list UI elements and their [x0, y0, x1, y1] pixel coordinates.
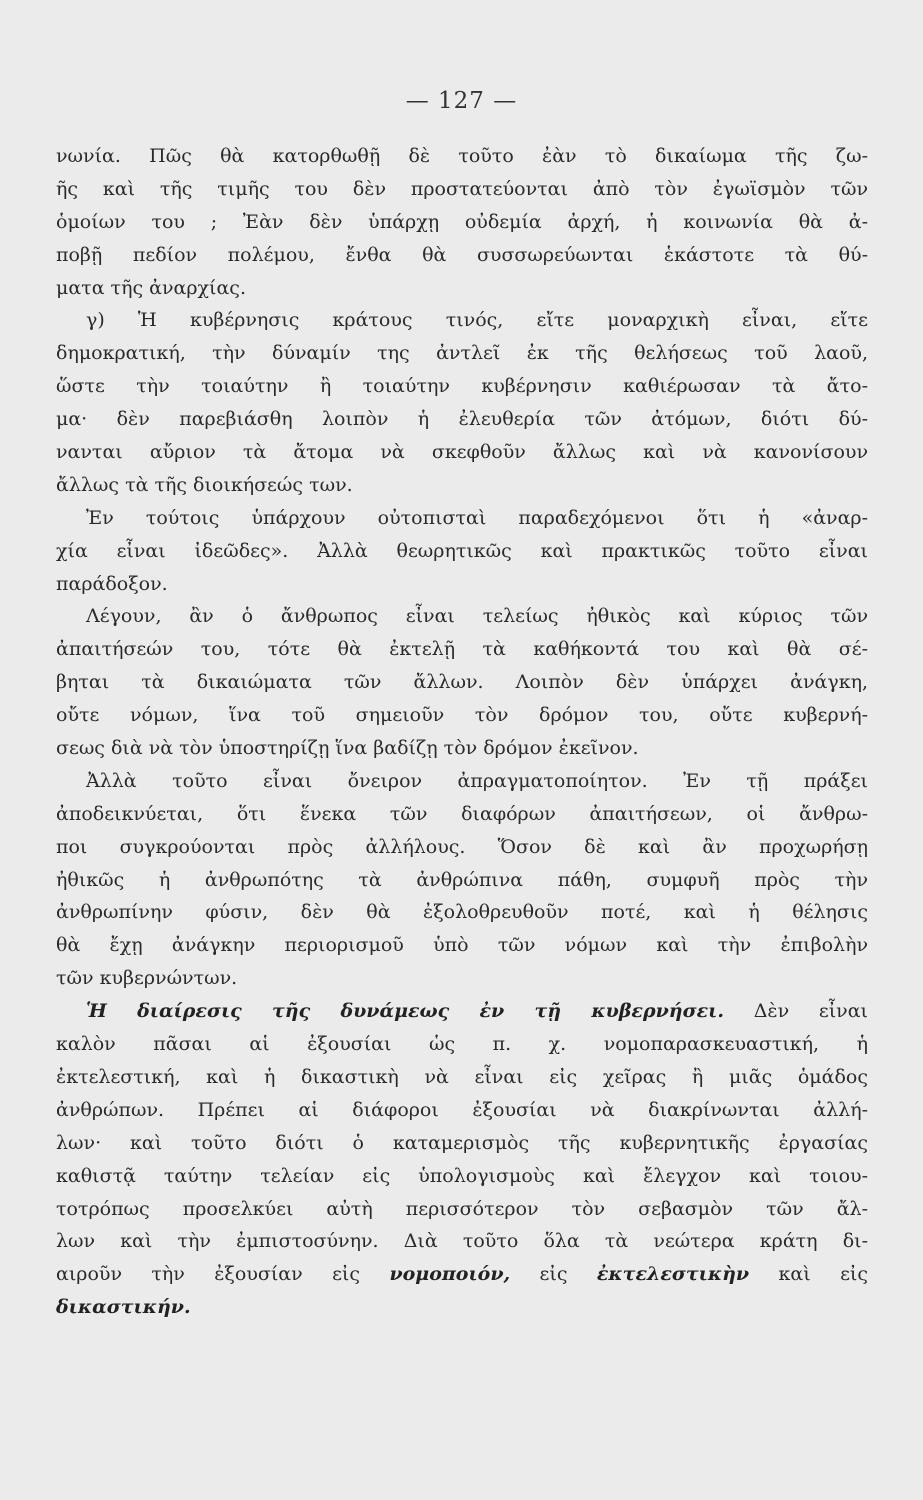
text-line: ἠθικῶς ἡ ἀνθρωπότης τὰ ἀνθρώπινα πάθη, συμφυῆ πρὸς τὴν: [56, 868, 868, 891]
text-line: [56, 1291, 868, 1324]
text-line: ποβῇ πεδίον πολέμου, ἔνθα θὰ συσσωρεύωνται ἑκάστοτε τὰ θύ-: [56, 243, 868, 266]
text-run: αιροῦν τὴν ἐξουσίαν εἰς: [56, 1263, 390, 1286]
text-line: βηται τὰ δικαιώματα τῶν ἄλλων. Λοιπὸν δὲν ὑπάρχει ἀνάγκη,: [56, 671, 868, 694]
text-line: λων καὶ τὴν ἐμπιστοσύνην. Διὰ τοῦτο ὅλα τὰ νεώτερα κράτη δι-: [56, 1230, 868, 1253]
text-line: ἀνθρωπίνην φύσιν, δὲν θὰ ἐξολοθρευθοῦν ποτέ, καὶ ἡ θέλησις: [56, 901, 868, 924]
section-heading: Ἡ διαίρεσις τῆς δυνάμεως ἐν τῇ κυβερνήσει.: [86, 1000, 724, 1023]
text-line: τοτρόπως προσελκύει αὐτὴ περισσότερον τὸν σεβασμὸν τῶν ἄλ-: [56, 1197, 868, 1220]
text-line: ἀνθρώπων. Πρέπει αἱ διάφοροι ἐξουσίαι νὰ διακρίνωνται ἀλλή-: [56, 1098, 868, 1121]
text-line: παράδοξον.: [56, 572, 168, 595]
body-text: [56, 140, 868, 1324]
emphasis-term: νομοποιόν,: [389, 1263, 511, 1286]
text-line: καθιστᾷ ταύτην τελείαν εἰς ὑπολογισμοὺς καὶ ἔλεγχον καὶ τοιου-: [56, 1164, 868, 1187]
text-run: εἰς: [510, 1263, 597, 1286]
text-line: γ) Ἡ κυβέρνησις κράτους τινός, εἴτε μοναρχικὴ εἶναι, εἴτε: [86, 309, 868, 332]
text-line: Ἀλλὰ τοῦτο εἶναι ὄνειρον ἀπραγματοποίητον. Ἐν τῇ πράξει: [86, 769, 868, 792]
text-line: ῆς καὶ τῆς τιμῆς του δὲν προστατεύονται ἀπὸ τὸν ἐγωϊσμὸν τῶν: [56, 177, 868, 200]
text-line: ἀποδεικνύεται, ὅτι ἕνεκα τῶν διαφόρων ἀπαιτήσεων, οἱ ἄνθρω-: [56, 802, 868, 825]
text-run: Δὲν εἶναι: [723, 1000, 868, 1023]
text-line-mixed: [56, 1258, 868, 1291]
text-line: λων· καὶ τοῦτο διότι ὁ καταμερισμὸς τῆς κυβερνητικῆς ἐργασίας: [56, 1131, 868, 1154]
text-line: τῶν κυβερνώντων.: [56, 967, 238, 990]
text-line: ὥστε τὴν τοιαύτην ἢ τοιαύτην κυβέρνησιν καθιέρωσαν τὰ ἄτο-: [56, 375, 868, 398]
text-line: ματα τῆς ἀναρχίας.: [56, 276, 246, 299]
text-line: νανται αὔριον τὰ ἄτομα νὰ σκεφθοῦν ἄλλως καὶ νὰ κανονίσουν: [56, 441, 868, 464]
emphasis-term: ἐκτελεστικὴν: [596, 1263, 750, 1286]
text-line: ἄλλως τὰ τῆς διοικήσεώς των.: [56, 473, 353, 496]
text-line: ποι συγκρούονται πρὸς ἀλλήλους. Ὅσον δὲ καὶ ἂν προχωρήσῃ: [56, 835, 868, 858]
text-line: σεως διὰ νὰ τὸν ὑποστηρίζῃ ἵνα βαδίζῃ τὸν δρόμον ἐκεῖνον.: [56, 737, 639, 760]
text-line: θὰ ἔχῃ ἀνάγκην περιορισμοῦ ὑπὸ τῶν νόμων καὶ τὴν ἐπιβολὴν: [56, 934, 868, 957]
text-line: νωνία. Πῶς θὰ κατορθωθῇ δὲ τοῦτο ἐὰν τὸ δικαίωμα τῆς ζω-: [56, 145, 868, 167]
text-line: οὔτε νόμων, ἵνα τοῦ σημειοῦν τὸν δρόμον του, οὔτε κυβερνή-: [56, 704, 868, 727]
section-heading-line: [56, 995, 868, 1028]
text-line: μα· δὲν παρεβιάσθη λοιπὸν ἡ ἐλευθερία τῶν ἀτόμων, διότι δύ-: [56, 408, 868, 431]
text-line: δημοκρατική, τὴν δύναμίν της ἀντλεῖ ἐκ τῆς θελήσεως τοῦ λαοῦ,: [56, 342, 868, 365]
text-line: χία εἶναι ἰδεῶδες». Ἀλλὰ θεωρητικῶς καὶ πρακτικῶς τοῦτο εἶναι: [56, 539, 868, 562]
text-line: Ἐν τούτοις ὑπάρχουν οὐτοπισταὶ παραδεχόμενοι ὅτι ἡ «ἀναρ-: [86, 506, 868, 529]
text-line: καλὸν πᾶσαι αἱ ἐξουσίαι ὡς π. χ. νομοπαρασκευαστική, ἡ: [56, 1033, 868, 1056]
text-line: Λέγουν, ἂν ὁ ἄνθρωπος εἶναι τελείως ἠθικὸς καὶ κύριος τῶν: [86, 605, 868, 628]
text-run: καὶ εἰς: [749, 1263, 869, 1286]
emphasis-term: δικαστικήν.: [56, 1296, 191, 1319]
page-number: — 127 —: [405, 88, 518, 114]
text-line: ἀπαιτήσεών του, τότε θὰ ἐκτελῇ τὰ καθήκοντά του καὶ θὰ σέ-: [56, 638, 868, 661]
text-line: ὁμοίων του ; Ἐὰν δὲν ὑπάρχῃ οὐδεμία ἀρχή, ἡ κοινωνία θὰ ἀ-: [56, 210, 868, 233]
text-line: ἐκτελεστική, καὶ ἡ δικαστικὴ νὰ εἶναι εἰς χεῖρας ἢ μιᾶς ὁμάδος: [56, 1065, 868, 1088]
